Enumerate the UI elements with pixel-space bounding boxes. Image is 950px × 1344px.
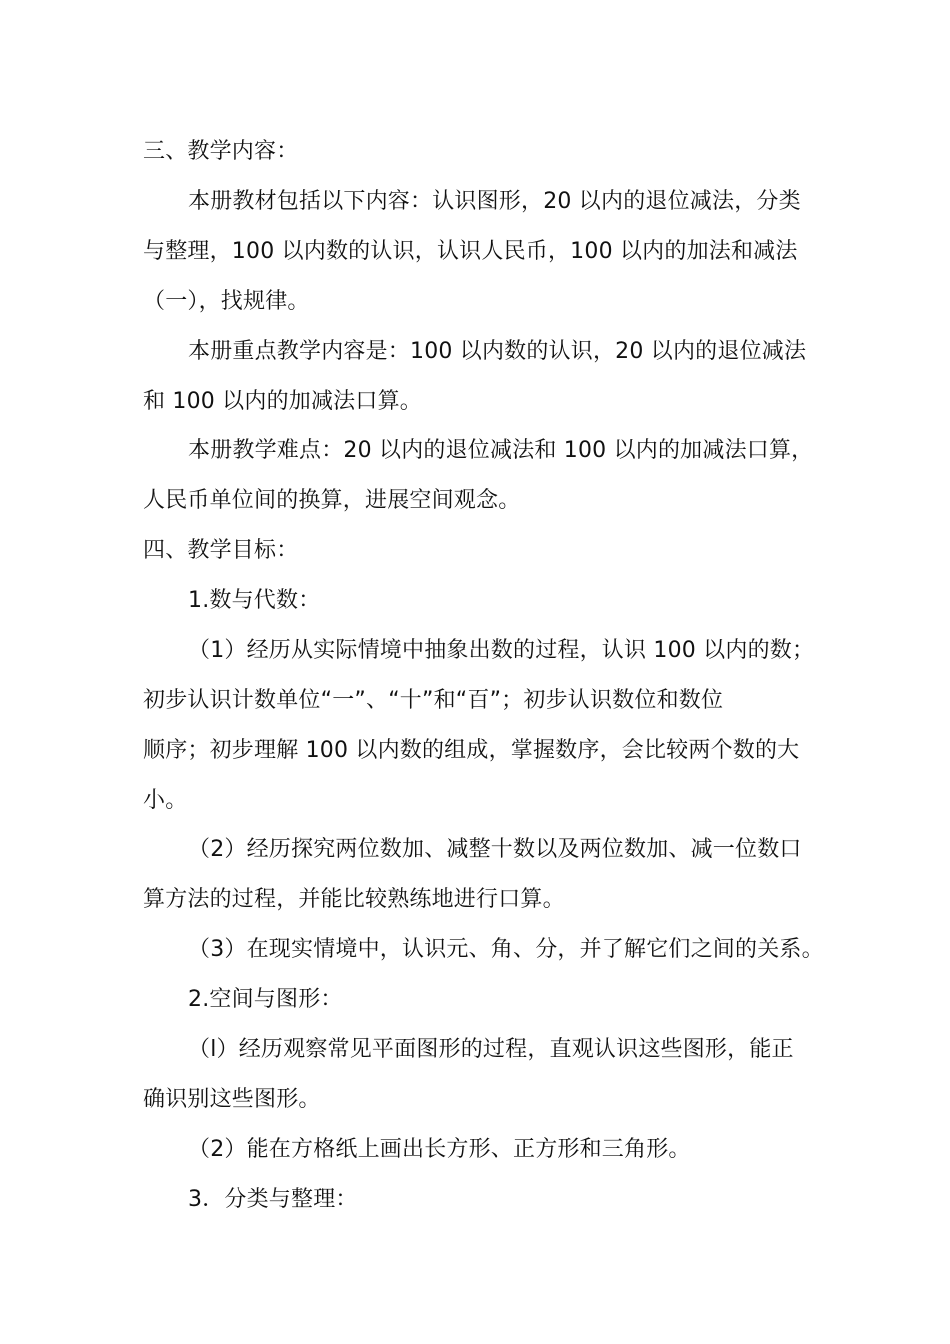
paragraph-line: （1）经历从实际情境中抽象出数的过程，认识 100 以内的数； xyxy=(188,638,815,663)
paragraph-line: 确识别这些图形。 xyxy=(143,1087,321,1112)
paragraph-line: 小。 xyxy=(143,788,188,813)
paragraph-line: （2）能在方格纸上画出长方形、正方形和三角形。 xyxy=(188,1137,691,1162)
paragraph-line: 人民币单位间的换算，进展空间观念。 xyxy=(143,488,521,513)
subsection-heading: 3．分类与整理： xyxy=(188,1187,358,1212)
section-heading-goals: 四、教学目标： xyxy=(143,538,299,563)
paragraph-line: 与整理，100 以内数的认识，认识人民币，100 以内的加法和减法 xyxy=(143,239,798,264)
paragraph-line: 算方法的过程，并能比较熟练地进行口算。 xyxy=(143,887,565,912)
paragraph-line: （一），找规律。 xyxy=(143,289,310,314)
paragraph-line: 本册教学难点：20 以内的退位减法和 100 以内的加减法口算， xyxy=(188,438,814,463)
paragraph-line: 本册教材包括以下内容：认识图形，20 以内的退位减法，分类 xyxy=(188,189,801,214)
section-heading-content: 三、教学内容： xyxy=(143,139,299,164)
subsection-heading: 1.数与代数： xyxy=(188,588,321,613)
paragraph-line: 初步认识计数单位“一”、“十”和“百”；初步认识数位和数位 xyxy=(143,688,724,713)
paragraph-line: （l）经历观察常见平面图形的过程，直观认识这些图形，能正 xyxy=(188,1037,794,1062)
paragraph-line: （3）在现实情境中，认识元、角、分，并了解它们之间的关系。 xyxy=(188,937,824,962)
paragraph-line: 本册重点教学内容是：100 以内数的认识，20 以内的退位减法 xyxy=(188,339,807,364)
paragraph-line: 顺序；初步理解 100 以内数的组成，掌握数序，会比较两个数的大 xyxy=(143,738,800,763)
paragraph-line: （2）经历探究两位数加、减整十数以及两位数加、减一位数口 xyxy=(188,837,802,862)
subsection-heading: 2.空间与图形： xyxy=(188,987,343,1012)
paragraph-line: 和 100 以内的加减法口算。 xyxy=(143,389,422,414)
